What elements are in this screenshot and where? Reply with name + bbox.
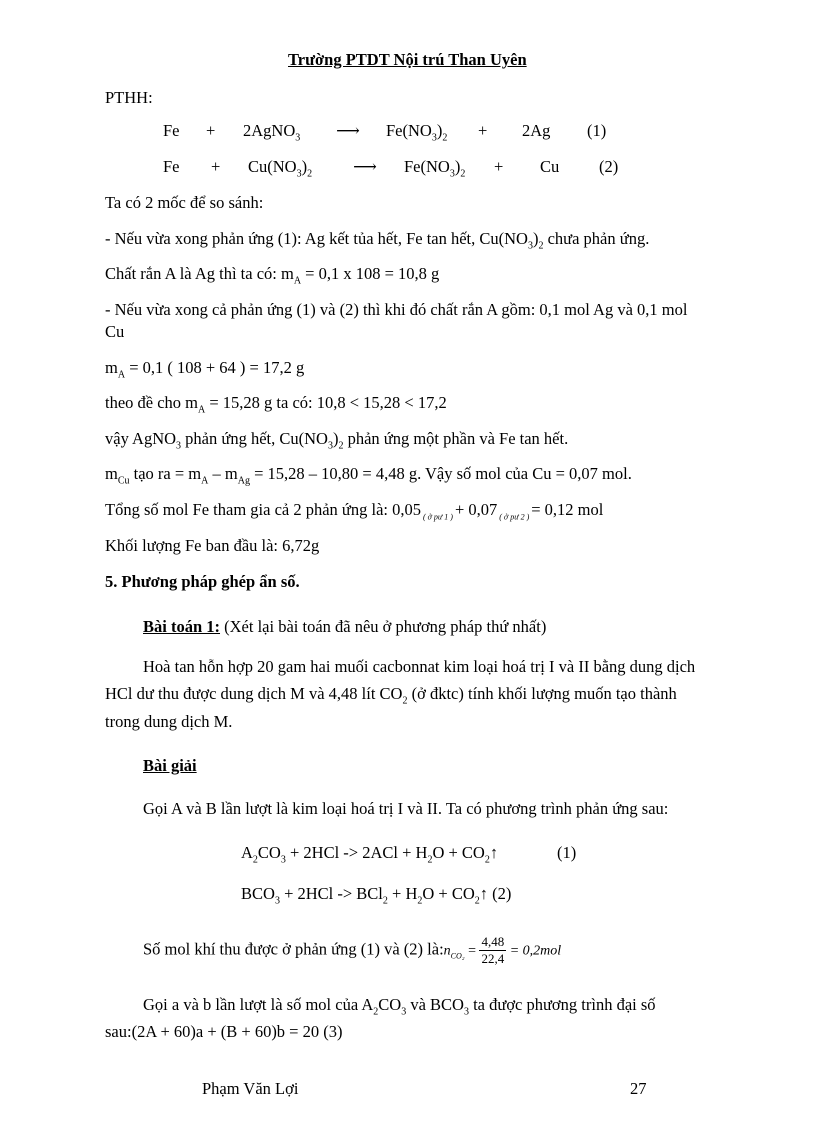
pthh-label: PTHH:: [105, 88, 153, 107]
equation-2-number: (2): [599, 157, 619, 176]
page-number: 27: [630, 1079, 647, 1098]
text-line: trong dung dịch M.: [105, 712, 233, 731]
fraction: $\frac{4,48}{22,4}$: [481, 934, 505, 966]
mole-calculation: Số mol khí thu được ở phản ứng (1) và (2) $là:n_{CO_2}$ = $\frac{4,48}{22,4}$ = 0,2mol: [143, 934, 562, 966]
text-line: vậy AgNO$_3$ phản ứng hết, $Cu(NO_3)_2$ phản ứng một phần và Fe tan hết.: [105, 429, 569, 452]
text-line: Gọi a và b lần lượt là số mol của $A_2CO_3$ và $BCO_3$ ta được phương trình đại số: [143, 995, 656, 1018]
text-line: - Nếu vừa xong cả phản ứng (1) và (2) thì khi đó chất rắn A gồm: 0,1 mol Ag và 0,1 mol: [105, 300, 688, 319]
text-line: Cu: [105, 322, 125, 341]
arrow-icon: ⟶: [353, 157, 377, 176]
text-line: Tổng số mol Fe tham gia cả 2 phản ứng là: 0,05 $_{( ở pư 1 )}$ + 0,07 $_{( ở pư 2 )}$ = 0,12 mol: [105, 500, 604, 522]
equation-1-number: (1): [587, 121, 607, 140]
text-line: sau:(2A + 60)a + (B + 60)b = 20 (3): [105, 1022, 343, 1041]
gas-arrow-icon: ↑: [479, 884, 489, 903]
text-line: Chất rắn A là Ag thì ta có: $m_A = 0,1$ x 108 = 10,8 g: [105, 264, 440, 287]
problem-title: Bài toán 1: (Xét lại bài toán đã nêu ở phương pháp thứ nhất): [143, 617, 547, 636]
text-line: $m_A = 0,1$ ( 108 + 64 ) = 17,2 g: [105, 358, 305, 381]
text-line: Gọi A và B lần lượt là kim loại hoá trị I và II. Ta có phương trình phản ứng sau:: [143, 799, 669, 818]
text-line: Hoà tan hỗn hợp 20 gam hai muối cacbonnat kim loại hoá trị I và II bằng dung dịch: [143, 657, 696, 676]
section-heading: 5. Phương pháp ghép ẩn số.: [105, 572, 300, 591]
text-line: theo đề cho $m_A = 15,28$ g ta có: 10,8 < 15,28 < 17,2: [105, 393, 447, 416]
solution-heading: Bài giải: [143, 756, 197, 775]
gas-arrow-icon: ↑: [489, 843, 499, 862]
text-line: HCl dư thu được dung dịch M và 4,48 lít $CO_2$ (ở đktc) tính khối lượng muốn tạo thành: [105, 684, 677, 707]
text-line: Ta có 2 mốc để so sánh:: [105, 193, 264, 212]
text-line: $m_{Cu}$ tạo ra = $m_A - m_{Ag} = 15,28 - 10,80 = 4,48$ g. Vậy số mol của Cu = 0,07 mol.: [105, 464, 632, 487]
text-line: Khối lượng Fe ban đầu là: 6,72g: [105, 536, 320, 555]
footer-author: Phạm Văn Lợi: [202, 1079, 299, 1098]
reaction-2-number: (2): [488, 884, 512, 903]
arrow-icon: ⟶: [336, 121, 360, 140]
page-header-title: Trường PTDT Nội trú Than Uyên: [288, 50, 527, 69]
reaction-1-number: (1): [557, 843, 577, 862]
text-line: - Nếu vừa xong phản ứng (1): Ag kết tủa hết, Fe tan hết, $Cu(NO_3)_2$ chưa phản ứng.: [105, 229, 650, 252]
